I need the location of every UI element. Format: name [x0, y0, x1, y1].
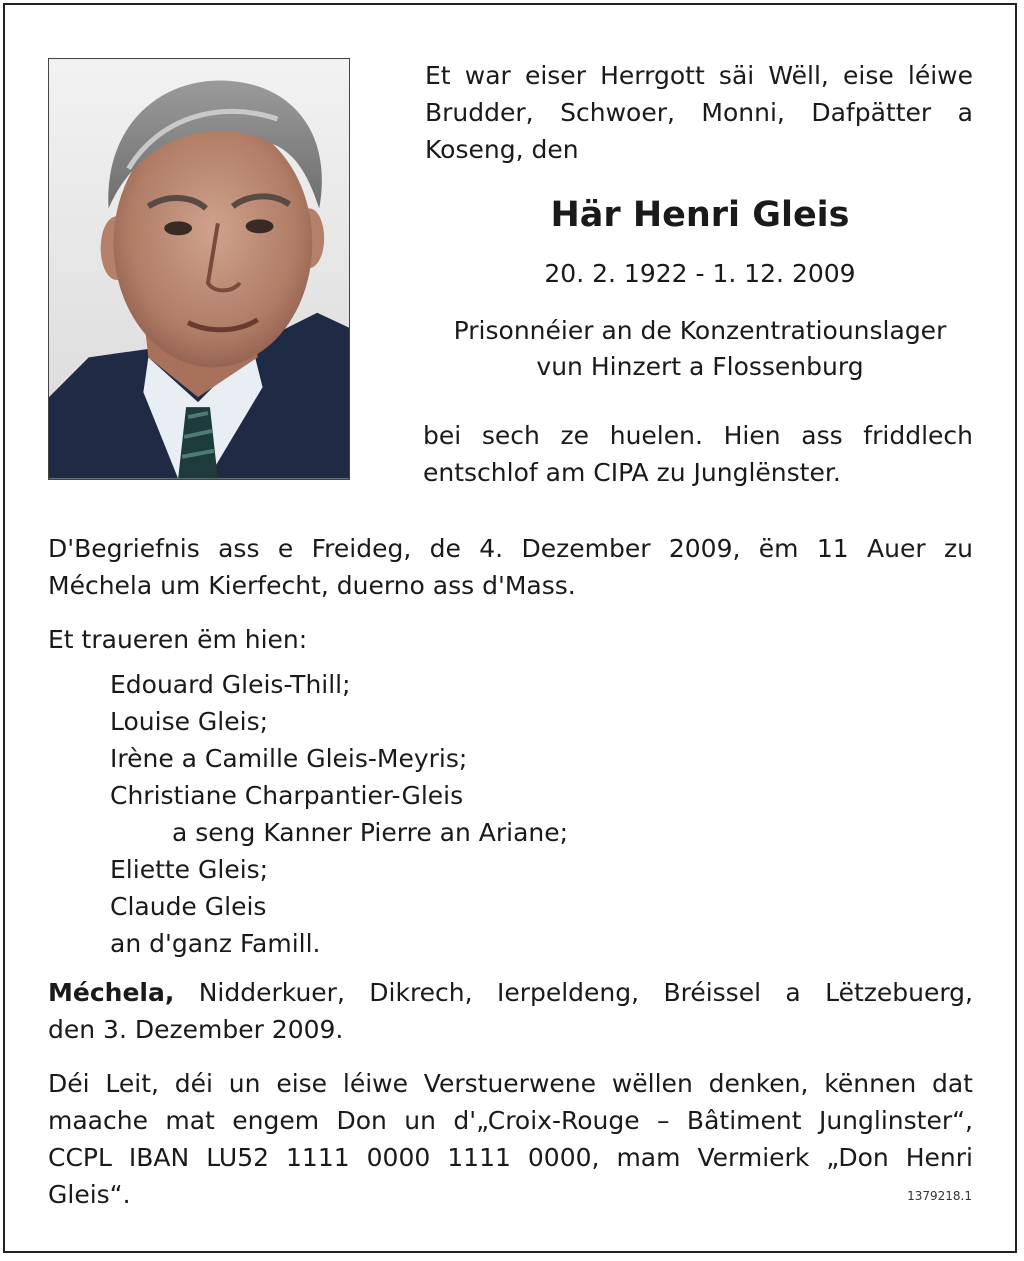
place-rest: Nidderkuer, Dikrech, Ierpeldeng, Bréissel a Lëtzebuerg, [174, 978, 973, 1007]
deceased-name: Här Henri Gleis [550, 195, 850, 235]
mourner-item: an d'ganz Famill. [110, 929, 321, 958]
mourner-item: Edouard Gleis-Thill; [110, 670, 351, 699]
donation-line-1: Déi Leit, déi un eise léiwe Verstuerwene wëllen denken, kënnen dat [48, 1069, 973, 1098]
donation-line-4: Gleis“. [48, 1180, 131, 1209]
prisoner-note-line-1: Prisonnéier an de Konzentratiounslager [453, 316, 947, 345]
passing-line-1: bei sech ze huelen. Hien ass friddlech [423, 421, 973, 450]
life-dates: 20. 2. 1922 - 1. 12. 2009 [544, 259, 856, 288]
funeral-line-1: D'Begriefnis ass e Freideg, de 4. Dezember 2009, ëm 11 Auer zu [48, 534, 973, 563]
donation-line-2: maache mat engem Don un d'„Croix-Rouge – Bâtiment Junglinster“, [48, 1106, 973, 1135]
place-date: den 3. Dezember 2009. [48, 1015, 344, 1044]
mourner-item: Claude Gleis [110, 892, 267, 921]
intro-line-1: Et war eiser Herrgott säi Wëll, eise léiwe [425, 61, 973, 90]
intro-line-2: Brudder, Schwoer, Monni, Dafpätter a [425, 98, 973, 127]
mourner-item: Irène a Camille Gleis-Meyris; [110, 744, 468, 773]
place-town: Méchela, [48, 978, 175, 1007]
mourner-item: Louise Gleis; [110, 707, 269, 736]
prisoner-note-line-2: vun Hinzert a Flossenburg [536, 352, 864, 381]
mourner-item: Christiane Charpantier-Gleis [110, 781, 464, 810]
portrait-photo [48, 58, 350, 480]
place-line [48, 974, 973, 1011]
reference-number: 1379218.1 [907, 1189, 972, 1203]
funeral-line-2: Méchela um Kierfecht, duerno ass d'Mass. [48, 571, 576, 600]
passing-line-2: entschlof am CIPA zu Junglënster. [423, 458, 841, 487]
mourner-item: Eliette Gleis; [110, 855, 269, 884]
portrait-image [49, 59, 349, 479]
mourners-intro: Et traueren ëm hien: [48, 625, 308, 654]
mourner-item: a seng Kanner Pierre an Ariane; [172, 818, 569, 847]
donation-line-3: CCPL IBAN LU52 1111 0000 1111 0000, mam Vermierk „Don Henri [48, 1143, 973, 1172]
intro-line-3: Koseng, den [425, 135, 579, 164]
